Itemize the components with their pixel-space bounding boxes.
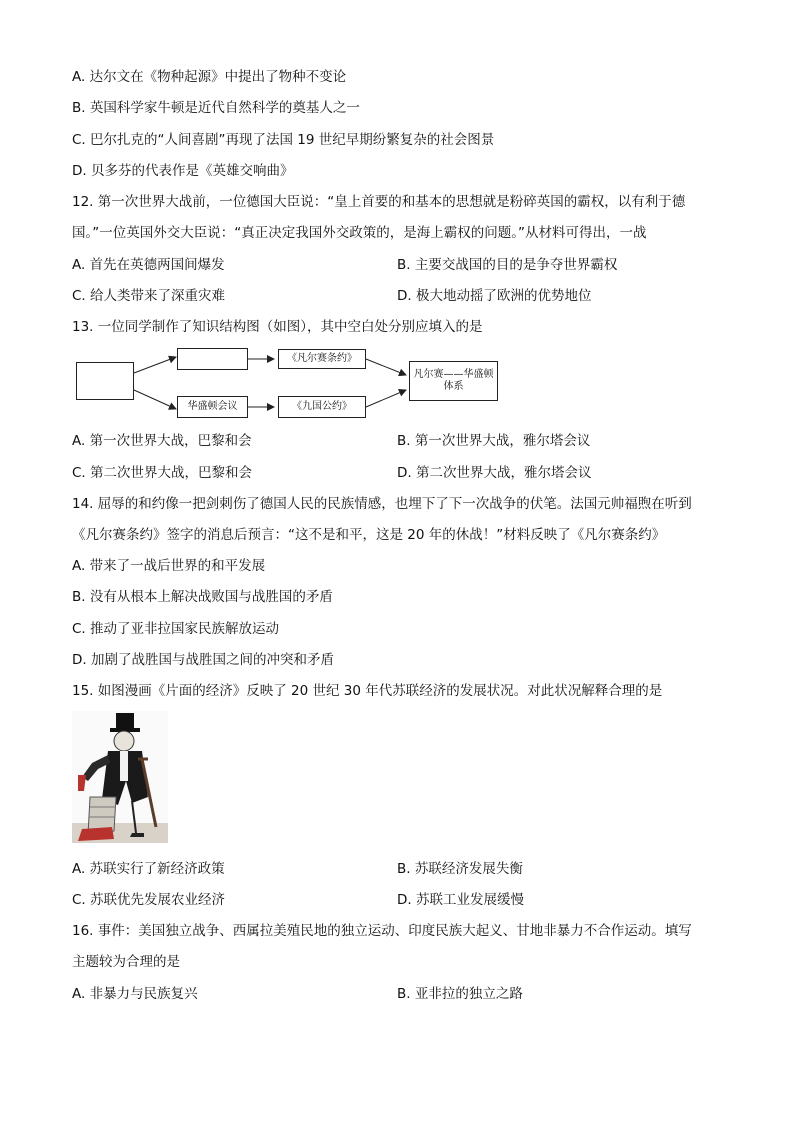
- q11-option-b: B. 英国科学家牛顿是近代自然科学的奠基人之一: [72, 100, 360, 116]
- q13-option-d: D. 第二次世界大战，雅尔塔会议: [397, 465, 592, 481]
- q15-option-a: A. 苏联实行了新经济政策: [72, 861, 225, 877]
- q15-stem: 15. 如图漫画《片面的经济》反映了 20 世纪 30 年代苏联经济的发展状况。对此状况解释合理的是: [72, 683, 663, 699]
- q11-option-a: A. 达尔文在《物种起源》中提出了物种不变论: [72, 69, 347, 85]
- box-nine-power-treaty: 《九国公约》: [278, 396, 366, 418]
- q14-stem-line2: 《凡尔赛条约》签字的消息后预言：“这不是和平，这是 20 年的休战！”材料反映了《凡尔赛条约》: [72, 527, 666, 543]
- q12-option-b: B. 主要交战国的目的是争夺世界霸权: [397, 257, 618, 273]
- q14-option-d: D. 加剧了战胜国与战胜国之间的冲突和矛盾: [72, 652, 334, 668]
- q14-option-c: C. 推动了亚非拉国家民族解放运动: [72, 621, 280, 637]
- q15-option-b: B. 苏联经济发展失衡: [397, 861, 523, 877]
- cartoon-figure-icon: [72, 711, 168, 843]
- q14-option-b: B. 没有从根本上解决战败国与战胜国的矛盾: [72, 589, 333, 605]
- q16-stem-line1: 16. 事件：美国独立战争、西属拉美殖民地的独立运动、印度民族大起义、甘地非暴力不合作运动。填写: [72, 923, 692, 939]
- box-versailles-washington-system: [409, 361, 498, 401]
- q13-option-c: C. 第二次世界大战，巴黎和会: [72, 465, 253, 481]
- q16-stem-line2: 主题较为合理的是: [72, 954, 180, 970]
- blank-box-top: [177, 348, 248, 370]
- result-box-line1: 凡尔赛——华盛顿: [413, 369, 494, 380]
- q13-stem: 13. 一位同学制作了知识结构图（如图），其中空白处分别应填入的是: [72, 319, 483, 335]
- q12-option-c: C. 给人类带来了深重灾难: [72, 288, 226, 304]
- knowledge-structure-diagram: [72, 345, 494, 417]
- q13-option-a: A. 第一次世界大战，巴黎和会: [72, 433, 252, 449]
- q15-option-d: D. 苏联工业发展缓慢: [397, 892, 524, 908]
- result-box-line2: 体系: [443, 381, 464, 392]
- q12-stem-line2: 国。”一位英国外交大臣说：“真正决定我国外交政策的，是海上霸权的问题。”从材料可得出，一战: [72, 225, 647, 241]
- q11-option-d: D. 贝多芬的代表作是《英雄交响曲》: [72, 163, 294, 179]
- cartoon-lopsided-economy-image: [72, 711, 168, 843]
- blank-box-left: [76, 362, 134, 400]
- box-washington-conference: 华盛顿会议: [177, 396, 248, 418]
- q12-option-d: D. 极大地动摇了欧洲的优势地位: [397, 288, 592, 304]
- q12-option-a: A. 首先在英德两国间爆发: [72, 257, 225, 273]
- q14-option-a: A. 带来了一战后世界的和平发展: [72, 558, 266, 574]
- q11-option-c: C. 巴尔扎克的“人间喜剧”再现了法国 19 世纪早期纷繁复杂的社会图景: [72, 132, 495, 148]
- q13-option-b: B. 第一次世界大战，雅尔塔会议: [397, 433, 591, 449]
- q16-option-a: A. 非暴力与民族复兴: [72, 986, 198, 1002]
- box-versailles-treaty: 《凡尔赛条约》: [278, 349, 366, 369]
- q14-stem-line1: 14. 屈辱的和约像一把剑刺伤了德国人民的民族情感，也埋下了下一次战争的伏笔。法国元帅福煦在听到: [72, 496, 692, 512]
- q15-option-c: C. 苏联优先发展农业经济: [72, 892, 226, 908]
- q16-option-b: B. 亚非拉的独立之路: [397, 986, 523, 1002]
- q12-stem-line1: 12. 第一次世界大战前，一位德国大臣说：“皇上首要的和基本的思想就是粉碎英国的霸权，以有利于德: [72, 194, 686, 210]
